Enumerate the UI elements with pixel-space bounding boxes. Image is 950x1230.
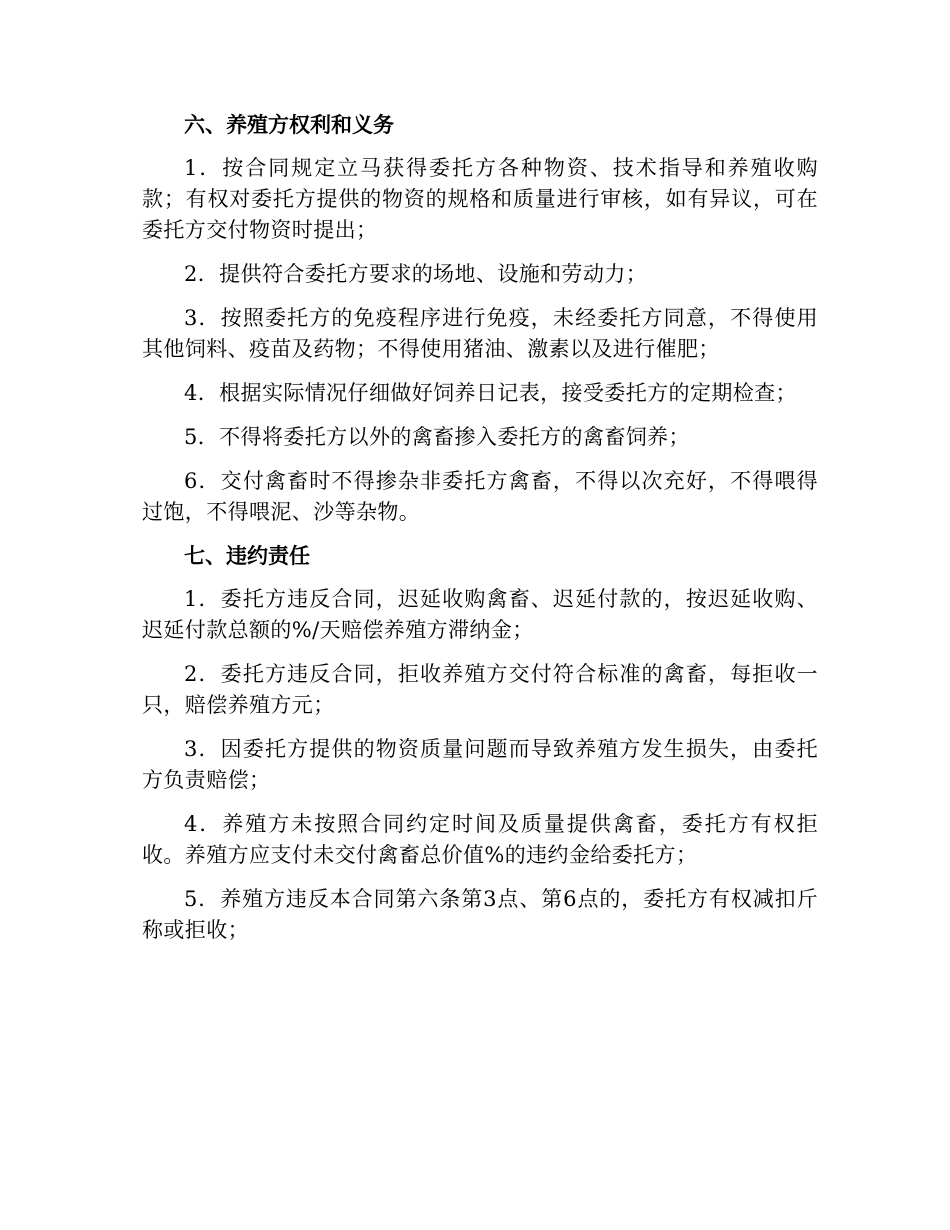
clause-paragraph: 3．按照委托方的免疫程序进行免疫，未经委托方同意，不得使用其他饲料、疫苗及药物；不得使用猪油、激素以及进行催肥；: [142, 306, 818, 361]
section-liability: [142, 541, 818, 946]
clause-paragraph: 5．不得将委托方以外的禽畜掺入委托方的禽畜饲养；: [184, 425, 690, 449]
clause-paragraph: 2．提供符合委托方要求的场地、设施和劳动力；: [184, 262, 648, 286]
clause-paragraph: 5．养殖方违反本合同第六条第3点、第6点的，委托方有权减扣斤称或拒收；: [142, 887, 818, 942]
clause-paragraph: 1．按合同规定立马获得委托方各种物资、技术指导和养殖收购款；有权对委托方提供的物资的规格和质量进行审核，如有异议，可在委托方交付物资时提出；: [142, 156, 818, 242]
clause-paragraph: 1．委托方违反合同，迟延收购禽畜、迟延付款的，按迟延收购、迟延付款总额的%/天赔偿养殖方滞纳金；: [142, 587, 818, 642]
section-rights-obligations: [142, 110, 818, 528]
clause-paragraph: 4．养殖方未按照合同约定时间及质量提供禽畜，委托方有权拒收。养殖方应支付未交付禽畜总价值%的违约金给委托方；: [142, 812, 818, 867]
clause-paragraph: 3．因委托方提供的物资质量问题而导致养殖方发生损失，由委托方负责赔偿；: [142, 737, 818, 792]
clause-paragraph: 2．委托方违反合同，拒收养殖方交付符合标准的禽畜，每拒收一只，赔偿养殖方元；: [142, 662, 818, 717]
section-heading: 七、违约责任: [184, 544, 310, 568]
section-heading: 六、养殖方权利和义务: [184, 113, 394, 137]
clause-paragraph: 6．交付禽畜时不得掺杂非委托方禽畜，不得以次充好，不得喂得过饱，不得喂泥、沙等杂物。: [142, 469, 818, 524]
clause-paragraph: 4．根据实际情况仔细做好饲养日记表，接受委托方的定期检查；: [184, 381, 797, 405]
